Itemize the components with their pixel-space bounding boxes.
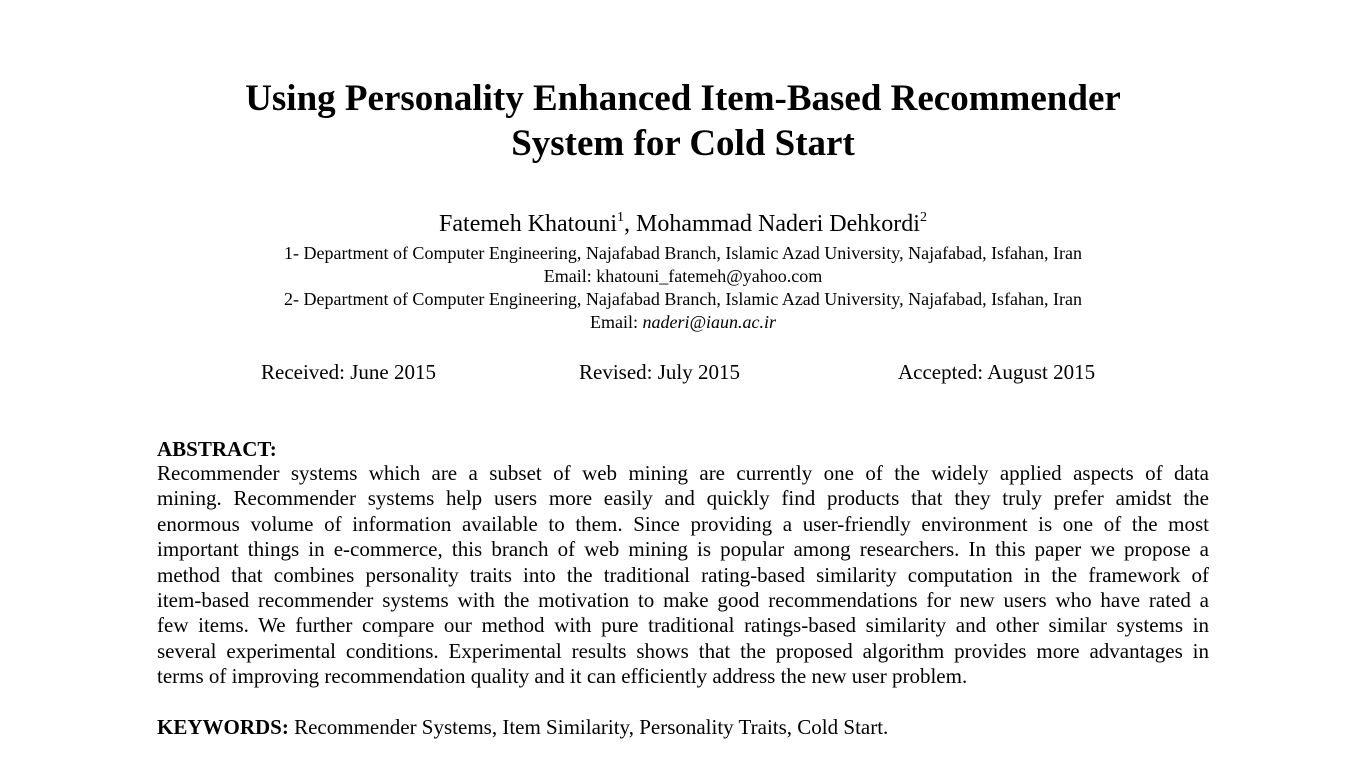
keywords-line: [157, 714, 888, 740]
abstract-line: method that combines personality traits into the traditional rating-based similarity computation in the framework of: [157, 562, 1209, 587]
author-1-affiliation-mark: 1: [617, 210, 625, 225]
affiliation-1: 1- Department of Computer Engineering, Najafabad Branch, Islamic Azad University, Najafabad, Isfahan, Iran: [283, 243, 1083, 263]
author-separator: ,: [624, 211, 637, 237]
abstract-heading: ABSTRACT:: [157, 437, 277, 461]
revised-date: Revised: July 2015: [579, 360, 740, 384]
abstract-line: enormous volume of information available to them. Since providing a user-friendly environment is one of the most: [157, 511, 1209, 536]
affiliation-2: 2- Department of Computer Engineering, Najafabad Branch, Islamic Azad University, Najafabad, Isfahan, Iran: [283, 289, 1083, 309]
abstract-line: Recommender systems which are a subset of web mining are currently one of the widely applied aspects of data: [157, 461, 1209, 485]
email-line-2: [0, 311, 1366, 334]
email-line-1: [0, 265, 1366, 288]
author-list: [0, 208, 1366, 240]
keywords-label: KEYWORDS:: [157, 715, 289, 739]
accepted-date: Accepted: August 2015: [898, 360, 1096, 384]
email-2-label: Email:: [589, 312, 643, 332]
abstract-line: item-based recommender systems with the motivation to make good recommendations for new users who have rated a: [157, 587, 1209, 612]
email-2-address: naderi@iaun.ac.ir: [642, 312, 777, 332]
abstract-line: few items. We further compare our method with pure traditional ratings-based similarity and other similar systems in: [157, 613, 1209, 638]
author-2-name: Mohammad Naderi Dehkordi: [636, 211, 920, 237]
received-date: Received: June 2015: [261, 360, 436, 384]
author-2-affiliation-mark: 2: [919, 210, 927, 225]
abstract-line: terms of improving recommendation quality and it can efficiently address the new user problem.: [157, 664, 968, 689]
email-1-label: Email:: [543, 266, 597, 286]
abstract-line: important things in e-commerce, this branch of web mining is popular among researchers. In this paper we propose a: [157, 537, 1209, 562]
abstract-line: mining. Recommender systems help users more easily and quickly find products that they truly prefer amidst the: [157, 486, 1209, 511]
paper-title-line-2: System for Cold Start: [511, 123, 855, 164]
abstract-body: [157, 461, 1209, 690]
email-1-address: khatouni_fatemeh@yahoo.com: [596, 266, 823, 286]
abstract-line: several experimental conditions. Experimental results shows that the proposed algorithm provides more advantages in: [157, 638, 1209, 663]
keywords-text: Recommender Systems, Item Similarity, Personality Traits, Cold Start.: [288, 715, 889, 739]
author-1-name: Fatemeh Khatouni: [439, 211, 618, 237]
paper-title-line-1: Using Personality Enhanced Item-Based Recommender: [245, 78, 1121, 119]
